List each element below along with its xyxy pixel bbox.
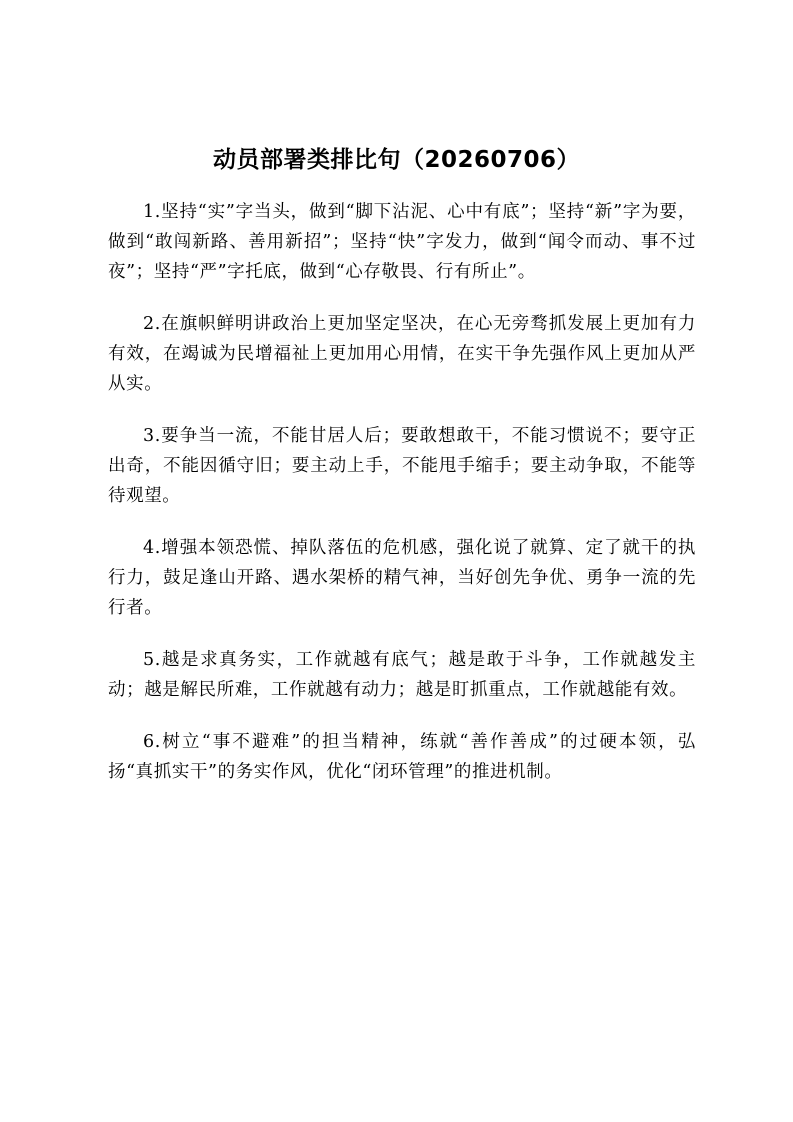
paragraph-6: 6.树立“事不避难”的担当精神，练就“善作善成”的过硬本领，弘扬“真抓实干”的务实作风，优化“闭环管理”的推进机制。: [108, 732, 696, 782]
document-body: [108, 197, 696, 809]
paragraph-3: 3.要争当一流，不能甘居人后；要敢想敢干，不能习惯说不；要守正出奇，不能因循守旧；要主动上手，不能甩手缩手；要主动争取，不能等待观望。: [108, 426, 696, 506]
document-title: 动员部署类排比句（20260706）: [212, 147, 581, 173]
paragraph-4: 4.增强本领恐慌、掉队落伍的危机感，强化说了就算、定了就干的执行力，鼓足逢山开路、遇水架桥的精气神，当好创先争优、勇争一流的先行者。: [108, 538, 696, 618]
paragraph-1: 1.坚持“实”字当头，做到“脚下沾泥、心中有底”；坚持“新”字为要，做到“敢闯新路、善用新招”；坚持“快”字发力，做到“闻令而动、事不过夜”；坚持“严”字托底，做到“心存敬畏、行有所止”。: [108, 202, 696, 282]
paragraph-2: 2.在旗帜鲜明讲政治上更加坚定坚决，在心无旁骛抓发展上更加有力有效，在竭诚为民增福祉上更加用心用情，在实干争先强作风上更加从严从实。: [108, 314, 696, 394]
paragraph-5: 5.越是求真务实，工作就越有底气；越是敢于斗争，工作就越发主动；越是解民所难，工作就越有动力；越是盯抓重点，工作就越能有效。: [108, 650, 696, 700]
